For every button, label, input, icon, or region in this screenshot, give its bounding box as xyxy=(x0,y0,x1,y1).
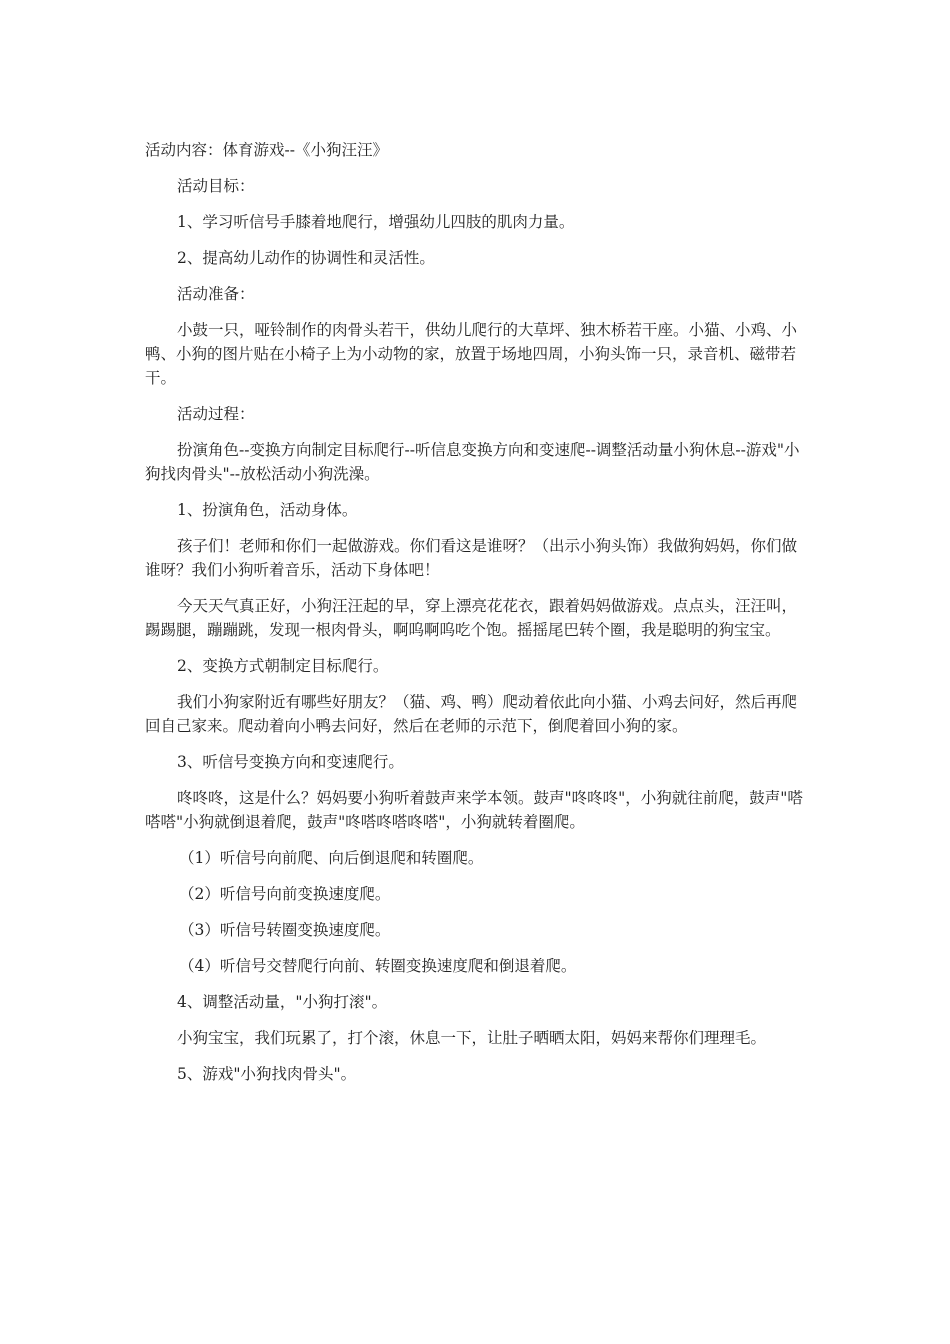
step-5-heading: 5、游戏"小狗找肉骨头"。 xyxy=(177,1065,357,1083)
step-2-text: 我们小狗家附近有哪些好朋友？（猫、鸡、鸭）爬动着依此向小猫、小鸡去问好，然后再爬回自己家来。爬动着向小鸭去问好，然后在老师的示范下，倒爬着回小狗的家。 xyxy=(145,693,798,735)
document-title: 活动内容：体育游戏--《小狗汪汪》 xyxy=(145,141,388,159)
step-3-sub-2: （2）听信号向前变换速度爬。 xyxy=(179,885,391,903)
goal-item-2: 2、提高幼儿动作的协调性和灵活性。 xyxy=(177,249,435,267)
step-3-sub-1: （1）听信号向前爬、向后倒退爬和转圈爬。 xyxy=(179,849,484,867)
heading-goals: 活动目标： xyxy=(177,177,255,195)
step-3-text: 咚咚咚，这是什么？妈妈要小狗听着鼓声来学本领。鼓声"咚咚咚"，小狗就往前爬，鼓声"嗒嗒嗒"小狗就倒退着爬，鼓声"咚嗒咚嗒咚嗒"，小狗就转着圈爬。 xyxy=(145,789,803,831)
step-1-text-a: 孩子们！老师和你们一起做游戏。你们看这是谁呀？（出示小狗头饰）我做狗妈妈，你们做谁呀？我们小狗听着音乐，活动下身体吧！ xyxy=(145,537,798,579)
step-3-sub-3: （3）听信号转圈变换速度爬。 xyxy=(179,921,391,939)
step-4-heading: 4、调整活动量，"小狗打滚"。 xyxy=(177,993,388,1011)
step-3-sub-4: （4）听信号交替爬行向前、转圈变换速度爬和倒退着爬。 xyxy=(179,957,577,975)
step-1-heading: 1、扮演角色，活动身体。 xyxy=(177,501,358,519)
step-4-text: 小狗宝宝，我们玩累了，打个滚，休息一下，让肚子晒晒太阳，妈妈来帮你们理理毛。 xyxy=(177,1029,767,1047)
process-overview: 扮演角色--变换方向制定目标爬行--听信息变换方向和变速爬--调整活动量小狗休息--游戏"小狗找肉骨头"--放松活动小狗洗澡。 xyxy=(145,441,800,483)
heading-preparation: 活动准备： xyxy=(177,285,255,303)
step-2-heading: 2、变换方式朝制定目标爬行。 xyxy=(177,657,389,675)
goal-item-1: 1、学习听信号手膝着地爬行，增强幼儿四肢的肌肉力量。 xyxy=(177,213,575,231)
step-1-text-b: 今天天气真正好，小狗汪汪起的早，穿上漂亮花花衣，跟着妈妈做游戏。点点头，汪汪叫，踢踢腿，蹦蹦跳，发现一根肉骨头，啊呜啊呜吃个饱。摇摇尾巴转个圈，我是聪明的狗宝宝。 xyxy=(145,597,798,639)
document-body xyxy=(145,138,810,1098)
step-3-heading: 3、听信号变换方向和变速爬行。 xyxy=(177,753,404,771)
heading-process: 活动过程： xyxy=(177,405,255,423)
preparation-text: 小鼓一只，哑铃制作的肉骨头若干，供幼儿爬行的大草坪、独木桥若干座。小猫、小鸡、小鸭、小狗的图片贴在小椅子上为小动物的家，放置于场地四周，小狗头饰一只，录音机、磁带若干。 xyxy=(145,321,798,387)
